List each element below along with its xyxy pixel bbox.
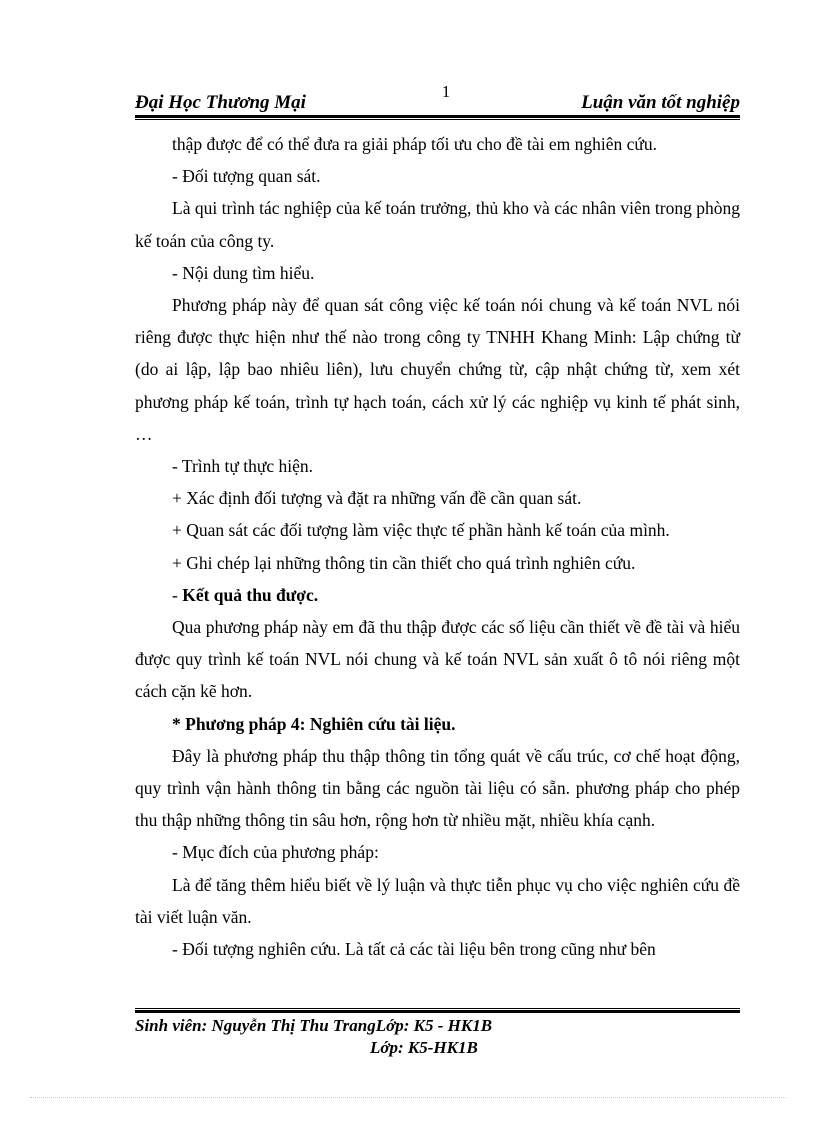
- paragraph: - Đối tượng nghiên cứu. Là tất cả các tài liệu bên trong cũng như bên: [172, 939, 656, 960]
- paragraph: + Xác định đối tượng và đặt ra những vấn đề cần quan sát.: [172, 488, 582, 509]
- paragraph-prefix: -: [172, 584, 183, 605]
- paragraph: + Ghi chép lại những thông tin cần thiết cho quá trình nghiên cứu.: [172, 552, 636, 573]
- paragraph: + Quan sát các đối tượng làm việc thực tế phần hành kế toán của mình.: [172, 520, 670, 541]
- page-bottom-border: [30, 1097, 786, 1098]
- section-heading: * Phương pháp 4: Nghiên cứu tài liệu.: [172, 713, 456, 734]
- page-number: 1: [441, 82, 451, 101]
- document-body: [135, 128, 740, 965]
- footer-rule: [135, 1008, 740, 1013]
- header-document-type: Luận văn tốt nghiệp: [581, 92, 740, 113]
- paragraph: Là để tăng thêm hiểu biết về lý luận và thực tiễn phục vụ cho việc nghiên cứu đề tài viết luận văn.: [135, 874, 740, 927]
- header-rule: [135, 115, 740, 120]
- header-university: Đại Học Thương Mại: [135, 92, 306, 113]
- paragraph: [135, 579, 740, 611]
- paragraph: Là qui trình tác nghiệp của kế toán trưởng, thủ kho và các nhân viên trong phòng kế toán của công ty.: [135, 198, 740, 251]
- paragraph: Đây là phương pháp thu thập thông tin tổng quát về cấu trúc, cơ chế hoạt động, quy trình vận hành thông tin bằng các nguồn tài liệu có sẵn. phương pháp cho phép thu thập những thông tin sâu hơn, rộng hơn từ nhiều mặt, nhiều khía cạnh.: [135, 745, 740, 831]
- footer-class-info: Lớp: K5-HK1B: [370, 1038, 478, 1057]
- paragraph: - Mục đích của phương pháp:: [172, 842, 379, 863]
- paragraph: Qua phương pháp này em đã thu thập được các số liệu cần thiết về đề tài và hiểu được quy trình kế toán NVL nói chung và kế toán NVL sản xuất ô tô nói riêng một cách cặn kẽ hơn.: [135, 617, 740, 702]
- paragraph: - Đối tượng quan sát.: [172, 166, 321, 187]
- paragraph: Phương pháp này để quan sát công việc kế toán nói chung và kế toán NVL nói riêng được thực hiện như thế nào trong công ty TNHH Khang Minh: Lập chứng từ (do ai lập, lập bao nhiêu liên), lưu chuyển chứng từ, cập nhật chứng từ, xem xét phương pháp kế toán, trình tự hạch toán, cách xử lý các nghiệp vụ kinh tế phát sinh, …: [135, 295, 740, 444]
- footer-student-info: Sinh viên: Nguyễn Thị Thu TrangLớp: K5 - HK1B: [135, 1016, 493, 1035]
- paragraph: - Nội dung tìm hiểu.: [172, 262, 315, 283]
- paragraph: thập được để có thể đưa ra giải pháp tối ưu cho đề tài em nghiên cứu.: [172, 134, 658, 154]
- bold-heading: Kết quả thu được.: [182, 584, 319, 605]
- paragraph: - Trình tự thực hiện.: [172, 456, 313, 477]
